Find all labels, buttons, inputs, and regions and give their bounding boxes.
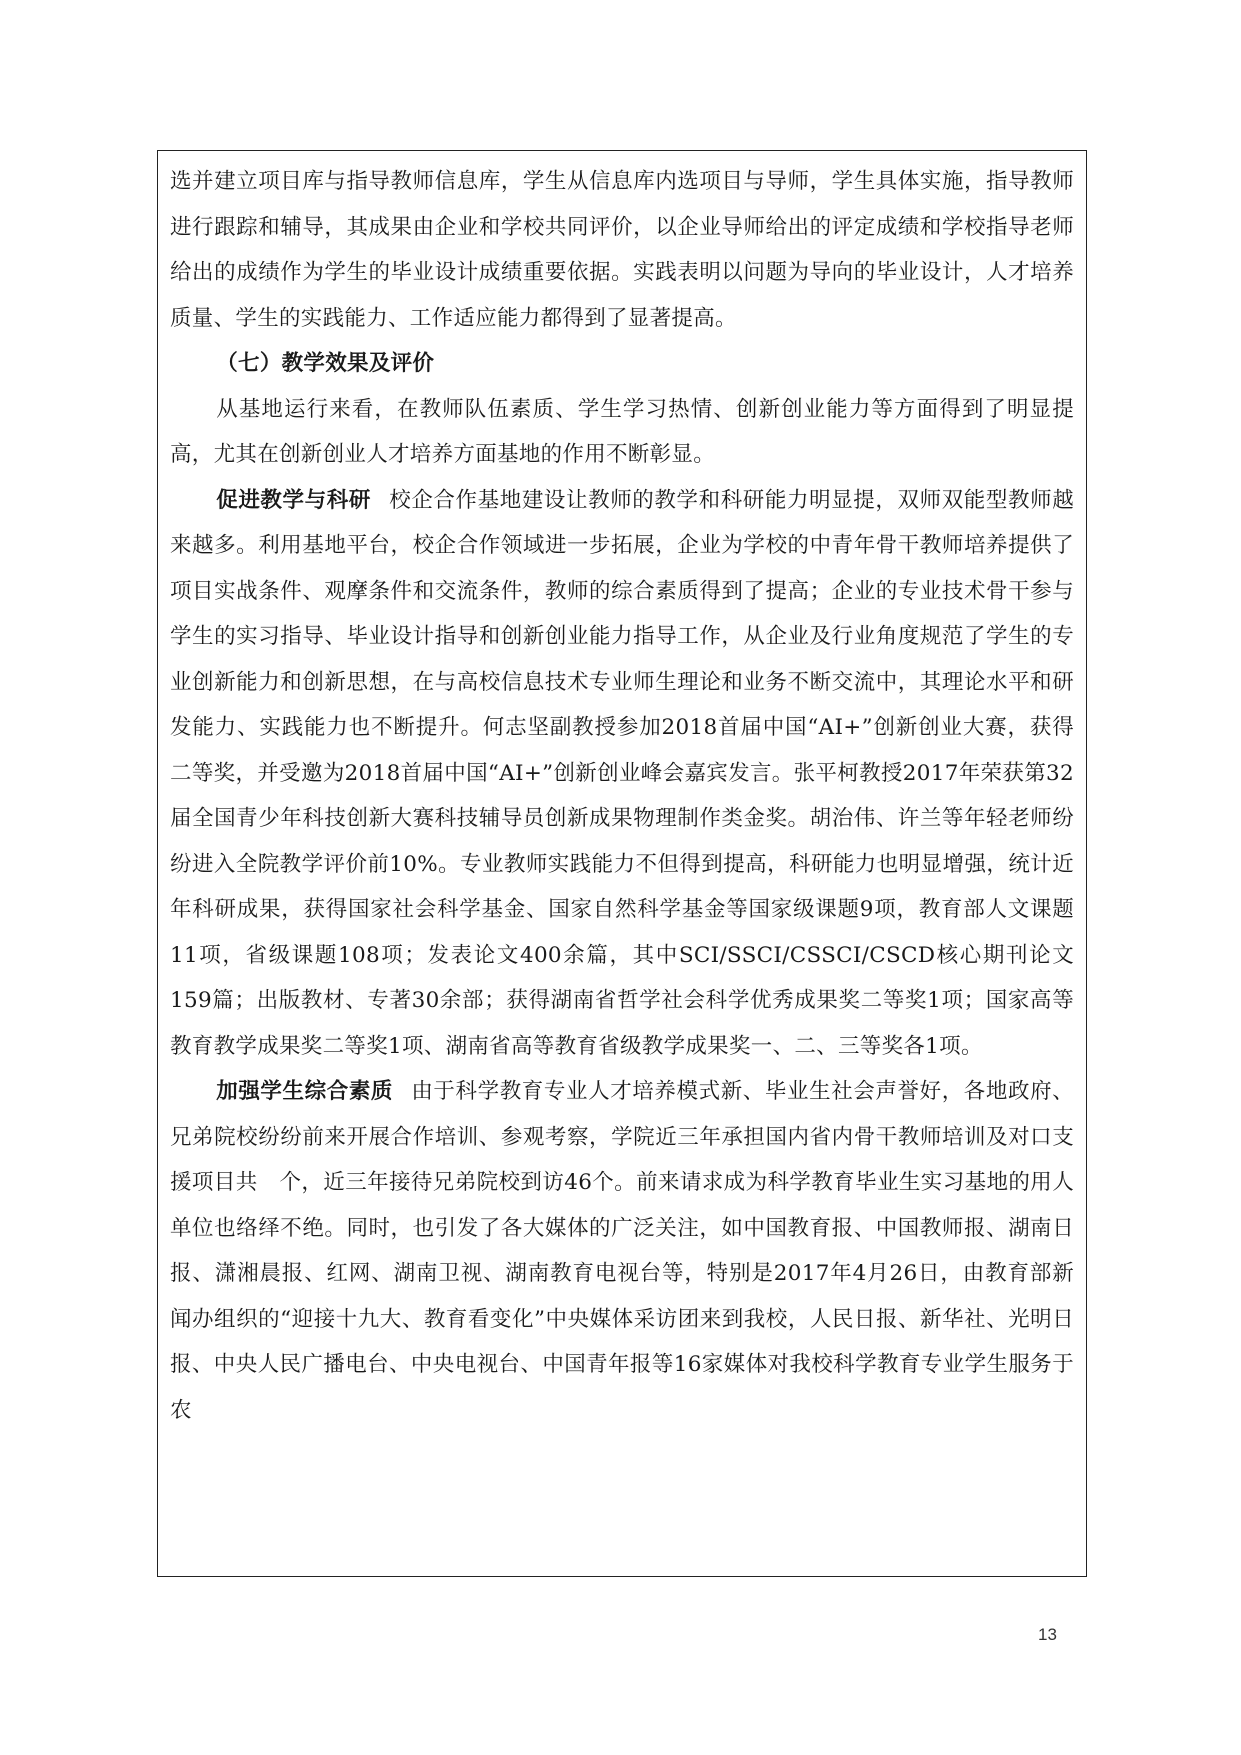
teaching-research-lead: 促进教学与科研	[216, 487, 371, 513]
continuation-paragraph: 选并建立项目库与指导教师信息库，学生从信息库内选项目与导师，学生具体实施，指导教师进行跟踪和辅导，其成果由企业和学校共同评价，以企业导师给出的评定成绩和学校指导老师给出的成绩作为学生的毕业设计成绩重要依据。实践表明以问题为导向的毕业设计，人才培养质量、学生的实践能力、工作适应能力都得到了显著提高。	[170, 169, 1074, 331]
student-quality-body: 由于科学教育专业人才培养模式新、毕业生社会声誉好，各地政府、兄弟院校纷纷前来开展合作培训、参观考察，学院近三年承担国内省内骨干教师培训及对口支援项目共 个，近三年接待兄弟院校到访46个。前来请求成为科学教育毕业生实习基地的用人单位也络绎不绝。同时，也引发了各大媒体的广泛关注，如中国教育报、中国教师报、湖南日报、潇湘晨报、红网、湖南卫视、湖南教育电视台等，特别是2017年4月26日，由教育部新闻办组织的“迎接十九大、教育看变化”中央媒体采访团来到我校，人民日报、新华社、光明日报、中央人民广播电台、中央电视台、中国青年报等16家媒体对我校科学教育专业学生服务于农	[170, 1079, 1074, 1423]
teaching-research-body: 校企合作基地建设让教师的教学和科研能力明显提，双师双能型教师越来越多。利用基地平台，校企合作领域进一步拓展，企业为学校的中青年骨干教师培养提供了项目实战条件、观摩条件和交流条件，教师的综合素质得到了提高；企业的专业技术骨干参与学生的实习指导、毕业设计指导和创新创业能力指导工作，从企业及行业角度规范了学生的专业创新能力和创新思想，在与高校信息技术专业师生理论和业务不断交流中，其理论水平和研发能力、实践能力也不断提升。何志坚副教授参加2018首届中国“AI+”创新创业大赛，获得二等奖，并受邀为2018首届中国“AI+”创新创业峰会嘉宾发言。张平柯教授2017年荣获第32届全国青少年科技创新大赛科技辅导员创新成果物理制作类金奖。胡治伟、许兰等年轻老师纷纷进入全院教学评价前10%。专业教师实践能力不但得到提高，科研能力也明显增强，统计近年科研成果，获得国家社会科学基金、国家自然科学基金等国家级课题9项，教育部人文课题11项，省级课题108项；发表论文400余篇，其中SCI/SSCI/CSSCI/CSCD核心期刊论文159篇；出版教材、专著30余部；获得湖南省哲学社会科学优秀成果奖二等奖1项；国家高等教育教学成果奖二等奖1项、湖南省高等教育省级教学成果奖一、二、三等奖各1项。	[170, 487, 1074, 1059]
teaching-research-paragraph	[170, 478, 1074, 1070]
student-quality-paragraph	[170, 1069, 1074, 1433]
document-frame	[157, 150, 1087, 1577]
page-number: 13	[1038, 1625, 1057, 1644]
student-quality-lead: 加强学生综合素质	[216, 1079, 394, 1104]
intro-paragraph: 从基地运行来看，在教师队伍素质、学生学习热情、创新创业能力等方面得到了明显提高，尤其在创新创业人才培养方面基地的作用不断彰显。	[170, 396, 1074, 467]
section-heading: （七）教学效果及评价	[216, 351, 435, 376]
